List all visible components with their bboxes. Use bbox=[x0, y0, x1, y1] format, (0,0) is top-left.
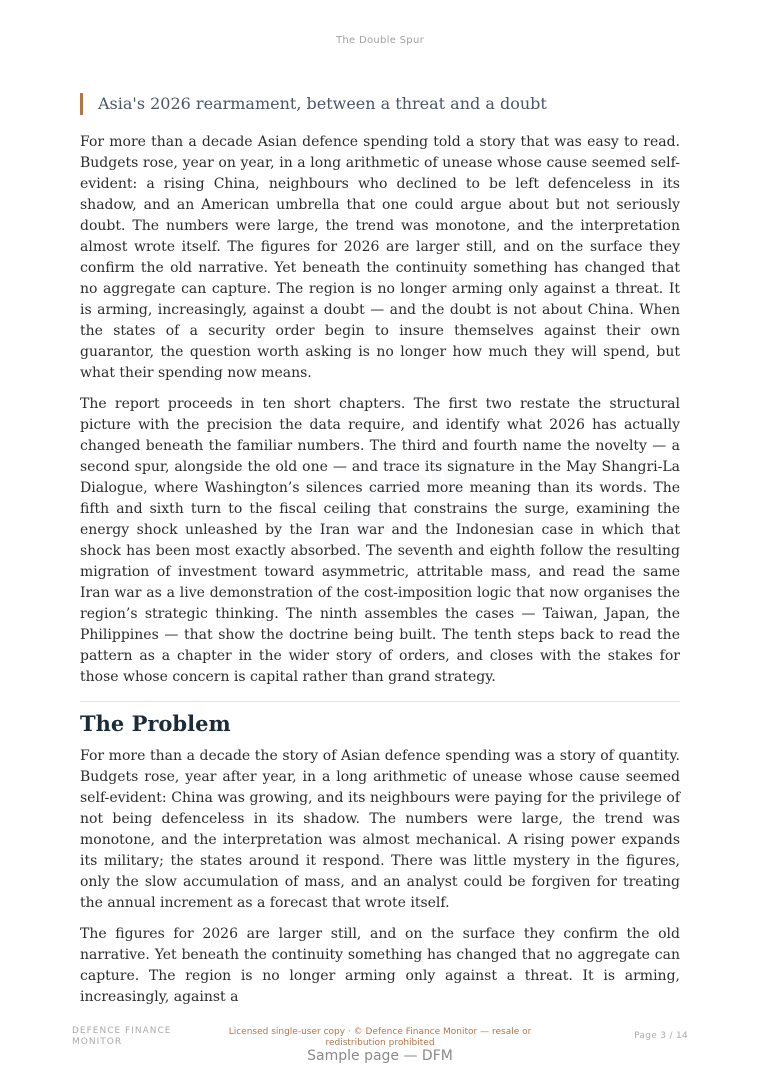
page-body bbox=[80, 93, 680, 1018]
section-paragraph: The figures for 2026 are larger still, and on the surface they confirm the old narrative. Yet beneath the continuity something has changed that no aggregate can capture. The region is no longer arming only against a threat. It is arming, increasingly, against a bbox=[80, 926, 680, 1005]
intro-paragraph: The report proceeds in ten short chapters. The first two restate the structural picture with the precision the data require, and identify what 2026 has actually changed beneath the familiar numbers. The third and fourth name the novelty — a second spur, alongside the old one — and trace its signature in the May Shangri-La Dialogue, where Washington’s silences carried more meaning than its words. The fifth and sixth turn to the fiscal ceiling that constrains the surge, examining the energy shock unleashed by the Iran war and the Indonesian case in which that shock has been most exactly absorbed. The seventh and eighth follow the resulting migration of investment toward asymmetric, attritable mass, and read the same Iran war as a live demonstration of the cost-imposition logic that now organises the region’s strategic thinking. The ninth assembles the cases — Taiwan, Japan, the Philippines — that show the doctrine being built. The tenth steps back to read the pattern as a chapter in the wider story of orders, and closes with the stakes for those whose concern is capital rather than grand strategy. bbox=[80, 396, 680, 685]
section-paragraph: For more than a decade the story of Asian defence spending was a story of quantity. Budgets rose, year after year, in a long arithmetic of unease whose cause seemed self-evident: China was growing, and its neighbours were paying for the privilege of not being defenceless in its shadow. The numbers were large, the trend was monotone, and the interpretation was almost mechanical. A rising power expands its military; the states around it respond. There was little mystery in the figures, only the slow accumulation of mass, and an analyst could be forgiven for treating the annual increment as a forecast that wrote itself. bbox=[80, 748, 680, 911]
document-subtitle: Asia's 2026 rearmament, between a threat and a doubt bbox=[80, 93, 680, 115]
intro-paragraph: For more than a decade Asian defence spending told a story that was easy to read. Budgets rose, year on year, in a long arithmetic of unease whose cause seemed self-evident: a rising China, neighbours who declined to be left defenceless in its shadow, and an American umbrella that one could argue about but not seriously doubt. The numbers were large, the trend was monotone, and the interpretation almost wrote itself. The figures for 2026 are larger still, and on the surface they confirm the old narrative. Yet beneath the continuity something has changed that no aggregate can capture. The region is no longer arming only against a threat. It is arming, increasingly, against a doubt — and the doubt is not about China. When the states of a security order begin to insure themselves against their own guarantor, the question worth asking is no longer how much they will spend, but what their spending now means. bbox=[80, 134, 680, 381]
footer-publisher-line: MONITOR bbox=[72, 1037, 123, 1047]
footer-publisher bbox=[72, 1026, 202, 1048]
watermark: DFM bbox=[301, 436, 479, 578]
footer-license: Licensed single-user copy · © Defence Finance Monitor — resale or redistribution prohibited bbox=[228, 1027, 532, 1048]
page-number: Page 3 / 14 bbox=[634, 1031, 688, 1041]
footer-publisher-line: DEFENCE FINANCE bbox=[72, 1026, 172, 1036]
section-heading: The Problem bbox=[80, 711, 231, 736]
section-divider bbox=[80, 701, 680, 702]
sample-stamp: Sample page — DFM bbox=[307, 1048, 453, 1064]
running-header: The Double Spur bbox=[335, 35, 425, 46]
